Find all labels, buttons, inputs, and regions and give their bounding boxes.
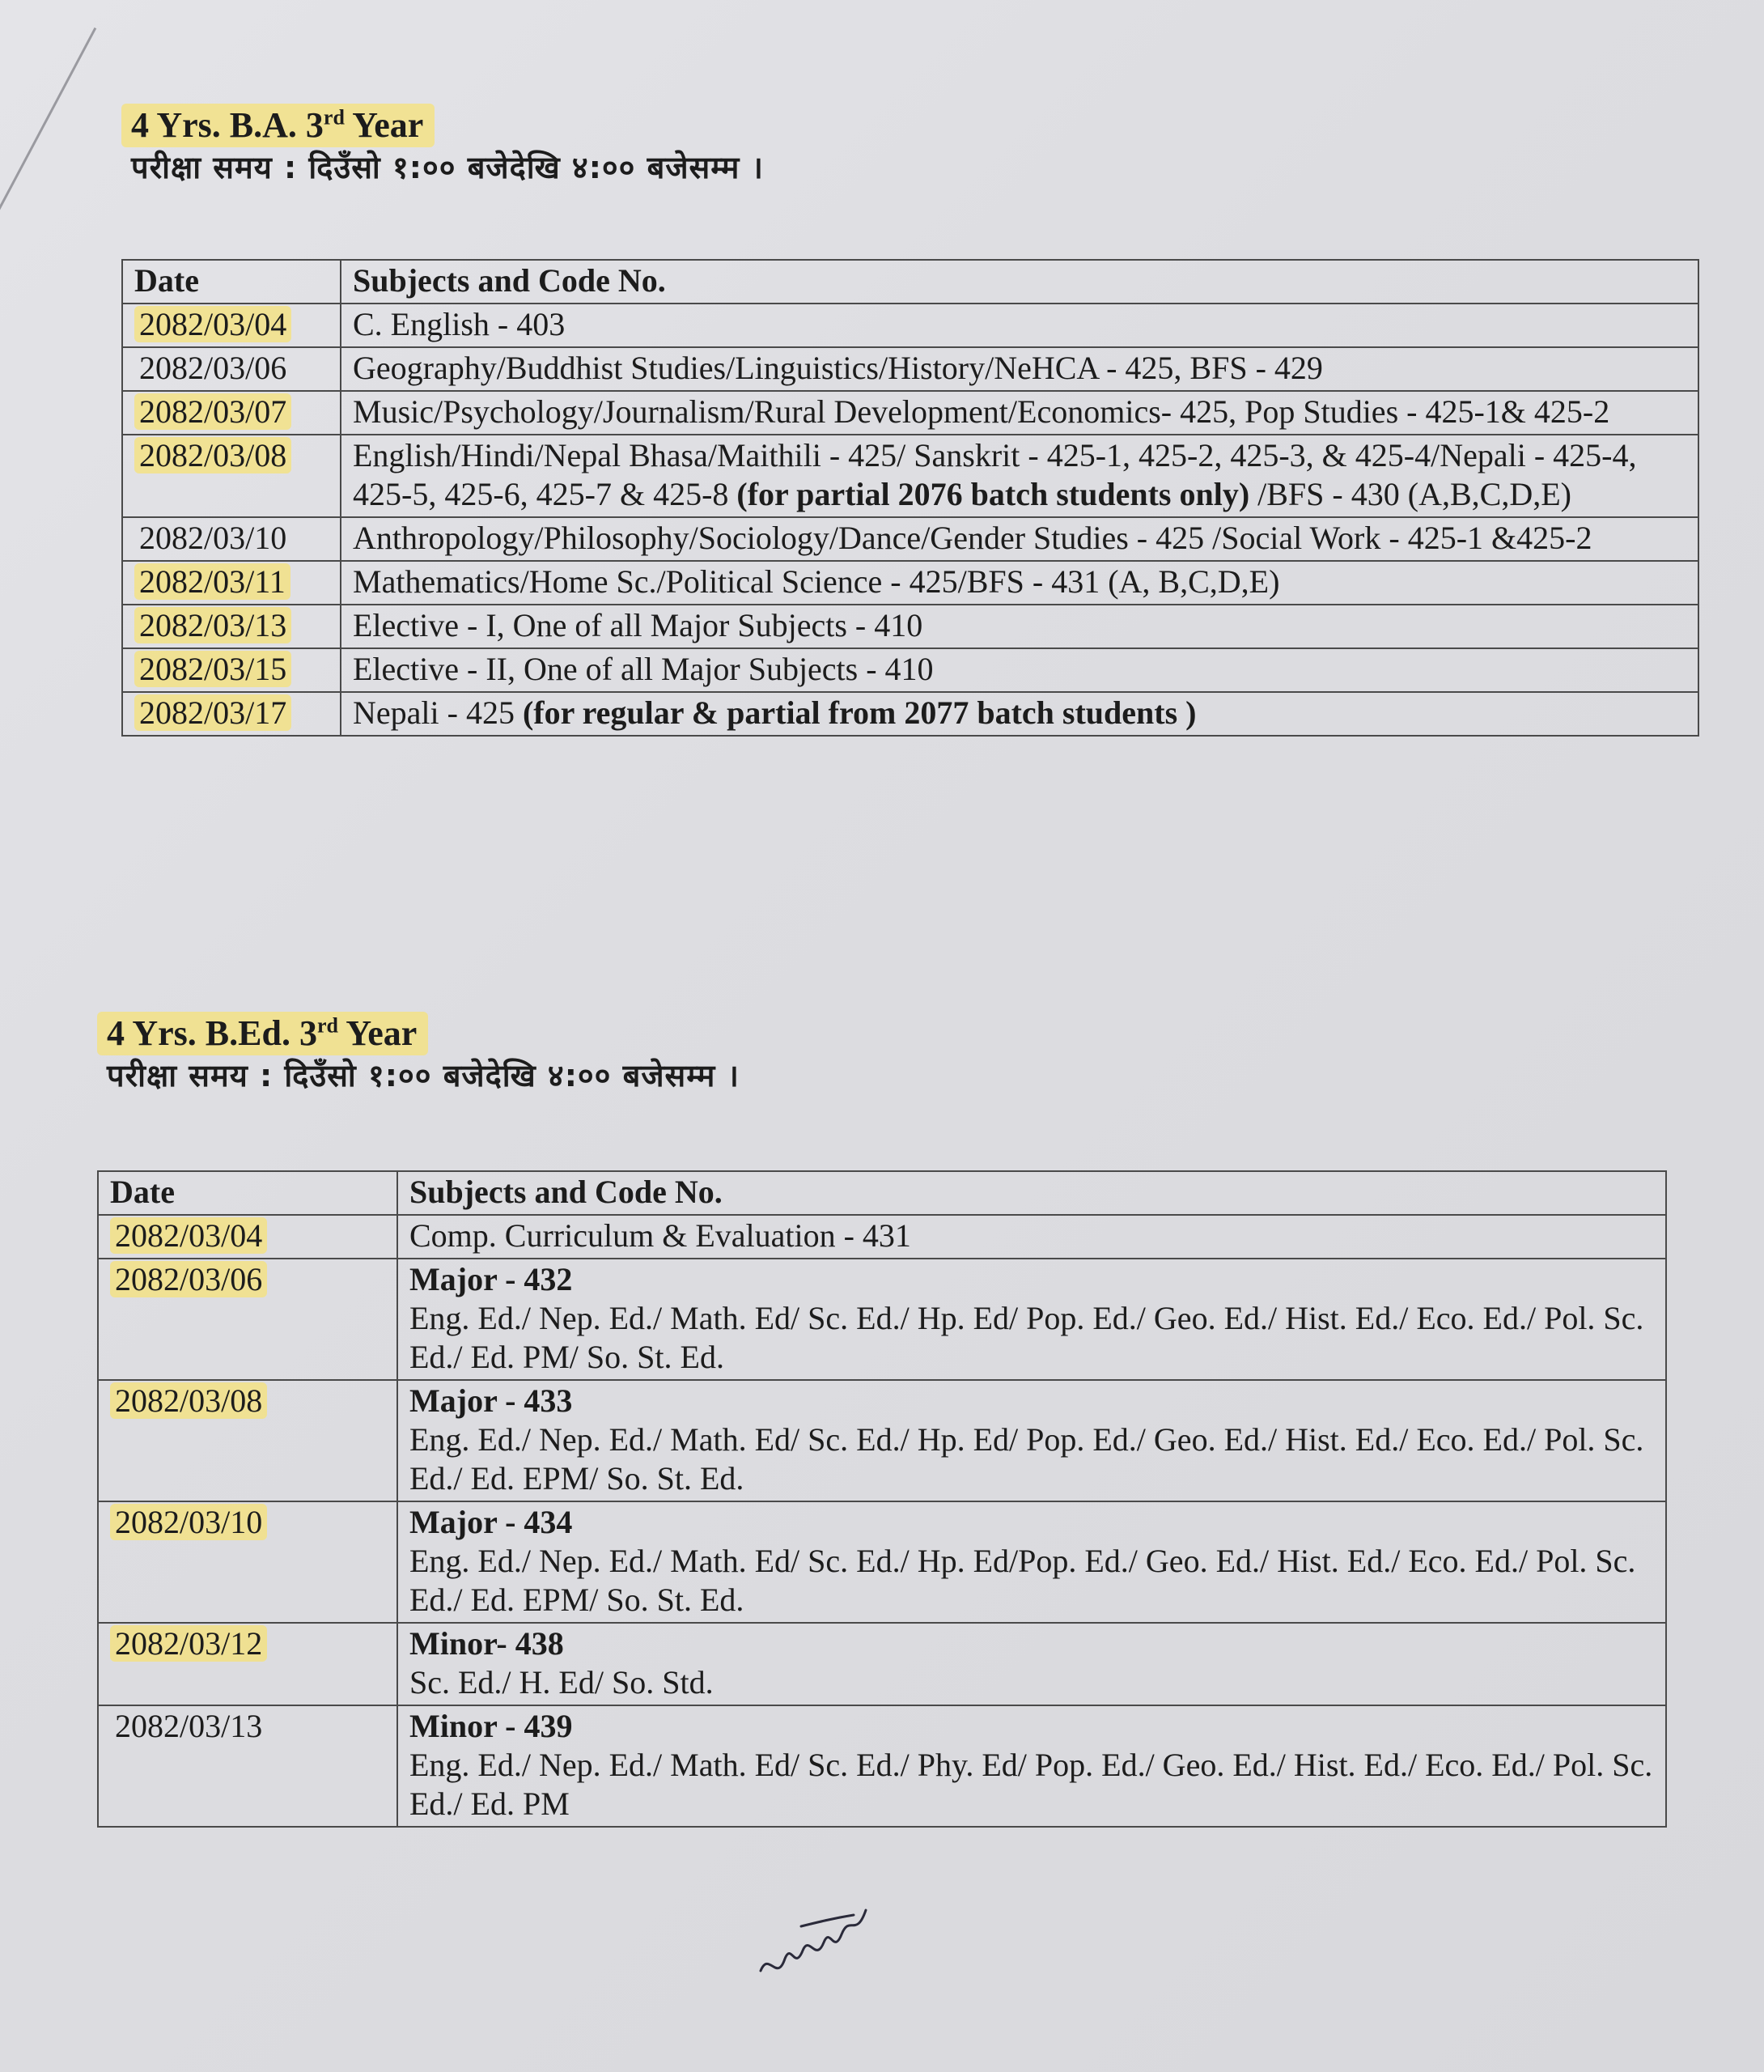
table-row bbox=[98, 1501, 1666, 1623]
paper-title: Major - 434 bbox=[409, 1504, 573, 1540]
date-cell: 2082/03/04 bbox=[98, 1215, 397, 1259]
table-header-row bbox=[98, 1171, 1666, 1215]
subjects-cell: Mathematics/Home Sc./Political Science - 425/BFS - 431 (A, B,C,D,E) bbox=[341, 561, 1698, 605]
bed-section bbox=[97, 1012, 1667, 1828]
subjects-cell: Music/Psychology/Journalism/Rural Development/Economics- 425, Pop Studies - 425-1& 425-2 bbox=[341, 391, 1698, 435]
table-row bbox=[122, 648, 1698, 692]
ba-exam-time: परीक्षा समय : दिउँसो १:०० बजेदेखि ४:०० बजेसम्म । bbox=[131, 150, 764, 185]
bed-schedule-table bbox=[97, 1170, 1667, 1828]
date-cell: 2082/03/10 bbox=[98, 1501, 397, 1623]
ba-heading: 4 Yrs. B.A. 3rd Year bbox=[121, 104, 435, 147]
subjects-cell: Nepali - 425 (for regular & partial from 2077 batch students ) bbox=[341, 692, 1698, 736]
date-cell: 2082/03/12 bbox=[98, 1623, 397, 1705]
ba-section bbox=[121, 104, 1699, 737]
subjects-cell: Major - 433 Eng. Ed./ Nep. Ed./ Math. Ed/ Sc. Ed./ Hp. Ed/ Pop. Ed./ Geo. Ed./ Hist. Ed./ Eco. Ed./ Pol. Sc. Ed./ Ed. EPM/ So. St. Ed. bbox=[397, 1380, 1666, 1501]
date-cell: 2082/03/06 bbox=[122, 347, 341, 391]
table-row bbox=[122, 391, 1698, 435]
date-cell: 2082/03/11 bbox=[122, 561, 341, 605]
paper-title: Major - 433 bbox=[409, 1382, 573, 1419]
ba-schedule-table bbox=[121, 259, 1699, 737]
table-row bbox=[122, 304, 1698, 347]
table-row bbox=[98, 1380, 1666, 1501]
date-cell: 2082/03/08 bbox=[98, 1380, 397, 1501]
date-cell: 2082/03/07 bbox=[122, 391, 341, 435]
date-cell: 2082/03/06 bbox=[98, 1259, 397, 1380]
subjects-column-header: Subjects and Code No. bbox=[341, 260, 1698, 304]
table-row bbox=[98, 1705, 1666, 1827]
subjects-cell: Major - 432 Eng. Ed./ Nep. Ed./ Math. Ed/ Sc. Ed./ Hp. Ed/ Pop. Ed./ Geo. Ed./ Hist. Ed./ Eco. Ed./ Pol. Sc. Ed./ Ed. PM/ So. St. Ed. bbox=[397, 1259, 1666, 1380]
paper-title: Major - 432 bbox=[409, 1261, 573, 1297]
table-row bbox=[98, 1623, 1666, 1705]
date-column-header: Date bbox=[122, 260, 341, 304]
bed-heading: 4 Yrs. B.Ed. 3rd Year bbox=[97, 1012, 428, 1055]
date-cell: 2082/03/13 bbox=[98, 1705, 397, 1827]
date-column-header: Date bbox=[98, 1171, 397, 1215]
subjects-cell: Elective - II, One of all Major Subjects - 410 bbox=[341, 648, 1698, 692]
date-cell: 2082/03/15 bbox=[122, 648, 341, 692]
table-row bbox=[122, 517, 1698, 561]
date-cell: 2082/03/13 bbox=[122, 605, 341, 648]
subjects-cell: Minor- 438 Sc. Ed./ H. Ed/ So. Std. bbox=[397, 1623, 1666, 1705]
date-cell: 2082/03/08 bbox=[122, 435, 341, 517]
date-cell: 2082/03/10 bbox=[122, 517, 341, 561]
date-cell: 2082/03/04 bbox=[122, 304, 341, 347]
subjects-cell: Minor - 439 Eng. Ed./ Nep. Ed./ Math. Ed/ Sc. Ed./ Phy. Ed/ Pop. Ed./ Geo. Ed./ Hist. Ed./ Eco. Ed./ Pol. Sc. Ed./ Ed. PM bbox=[397, 1705, 1666, 1827]
paper-title: Minor- 438 bbox=[409, 1625, 564, 1662]
date-cell: 2082/03/17 bbox=[122, 692, 341, 736]
table-row bbox=[98, 1215, 1666, 1259]
subjects-cell: English/Hindi/Nepal Bhasa/Maithili - 425/ Sanskrit - 425-1, 425-2, 425-3, & 425-4/Nepali - 425-4, 425-5, 425-6, 425-7 & 425-8 (for partial 2076 batch students only) /BFS - 430 (A,B,C,D,E) bbox=[341, 435, 1698, 517]
subjects-cell: Major - 434 Eng. Ed./ Nep. Ed./ Math. Ed/ Sc. Ed./ Hp. Ed/Pop. Ed./ Geo. Ed./ Hist. Ed./ Eco. Ed./ Pol. Sc. Ed./ Ed. EPM/ So. St. Ed. bbox=[397, 1501, 1666, 1623]
bed-exam-time: परीक्षा समय : दिउँसो १:०० बजेदेखि ४:०० बजेसम्म । bbox=[107, 1058, 740, 1093]
subjects-cell: Comp. Curriculum & Evaluation - 431 bbox=[397, 1215, 1666, 1259]
table-row bbox=[98, 1259, 1666, 1380]
table-row bbox=[122, 692, 1698, 736]
table-header-row bbox=[122, 260, 1698, 304]
subjects-cell: Elective - I, One of all Major Subjects - 410 bbox=[341, 605, 1698, 648]
subjects-cell: C. English - 403 bbox=[341, 304, 1698, 347]
subjects-column-header: Subjects and Code No. bbox=[397, 1171, 1666, 1215]
table-row bbox=[122, 435, 1698, 517]
subjects-cell: Geography/Buddhist Studies/Linguistics/History/NeHCA - 425, BFS - 429 bbox=[341, 347, 1698, 391]
paper-title: Minor - 439 bbox=[409, 1708, 573, 1744]
table-row bbox=[122, 605, 1698, 648]
table-row bbox=[122, 561, 1698, 605]
signature bbox=[753, 1894, 890, 1991]
folded-corner-line bbox=[0, 0, 96, 214]
subjects-cell: Anthropology/Philosophy/Sociology/Dance/Gender Studies - 425 /Social Work - 425-1 &425-2 bbox=[341, 517, 1698, 561]
table-row bbox=[122, 347, 1698, 391]
